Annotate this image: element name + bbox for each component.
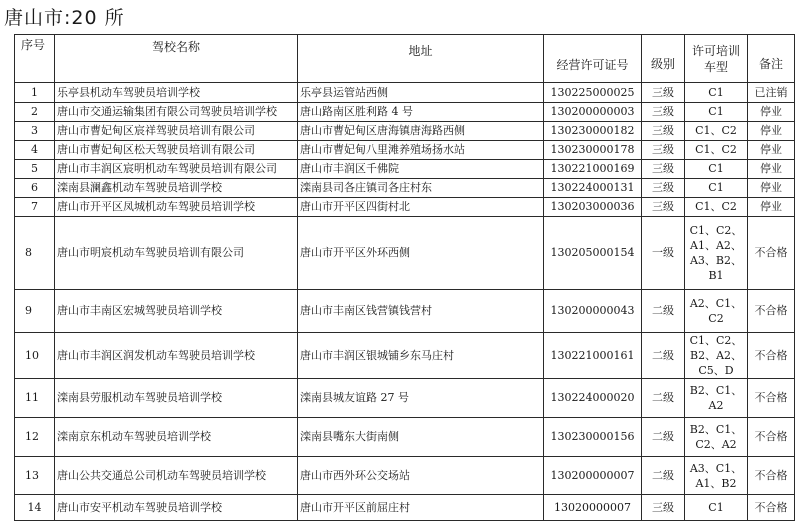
vehicle-type: C1 <box>685 495 748 521</box>
school-name: 唐山市明宸机动车驾驶员培训有限公司 <box>55 217 298 290</box>
school-level: 二级 <box>642 418 685 457</box>
school-name: 滦南县劳服机动车驾驶员培训学校 <box>55 379 298 418</box>
driving-school-table <box>14 34 795 521</box>
school-address: 滦南县城友谊路 27 号 <box>298 379 544 418</box>
status-note: 不合格 <box>748 290 795 333</box>
row-number: 9 <box>15 290 55 333</box>
school-name: 唐山市丰润区润发机动车驾驶员培训学校 <box>55 333 298 379</box>
license-number: 130230000182 <box>544 122 642 141</box>
school-level: 二级 <box>642 379 685 418</box>
row-number: 8 <box>15 217 55 290</box>
status-note: 已注销 <box>748 83 795 103</box>
row-number: 7 <box>15 198 55 217</box>
school-level: 三级 <box>642 495 685 521</box>
school-level: 一级 <box>642 217 685 290</box>
school-address: 唐山市开平区外环西侧 <box>298 217 544 290</box>
table-row <box>15 122 795 141</box>
vehicle-type: C1 <box>685 83 748 103</box>
header-no: 序号 <box>15 35 55 83</box>
table-row <box>15 103 795 122</box>
status-note: 停业 <box>748 160 795 179</box>
school-address: 滦南县嘴东大街南侧 <box>298 418 544 457</box>
table-row <box>15 198 795 217</box>
vehicle-type: A3、C1、A1、B2 <box>685 457 748 495</box>
table-header-row <box>15 35 795 83</box>
school-name: 滦南县澜鑫机动车驾驶员培训学校 <box>55 179 298 198</box>
school-name: 唐山市开平区凤城机动车驾驶员培训学校 <box>55 198 298 217</box>
school-level: 三级 <box>642 122 685 141</box>
row-number: 12 <box>15 418 55 457</box>
table-row <box>15 418 795 457</box>
row-number: 4 <box>15 141 55 160</box>
row-number: 14 <box>15 495 55 521</box>
status-note: 停业 <box>748 198 795 217</box>
school-name: 唐山市曹妃甸区松天驾驶员培训有限公司 <box>55 141 298 160</box>
status-note: 不合格 <box>748 379 795 418</box>
school-address: 唐山市丰润区千佛院 <box>298 160 544 179</box>
vehicle-type: C1、C2 <box>685 141 748 160</box>
license-number: 130230000156 <box>544 418 642 457</box>
license-number: 130224000131 <box>544 179 642 198</box>
school-address: 唐山市西外环公交场站 <box>298 457 544 495</box>
school-name: 唐山市丰南区宏城驾驶员培训学校 <box>55 290 298 333</box>
license-number: 13020000007 <box>544 495 642 521</box>
school-level: 三级 <box>642 83 685 103</box>
status-note: 不合格 <box>748 495 795 521</box>
license-number: 130221000169 <box>544 160 642 179</box>
status-note: 不合格 <box>748 333 795 379</box>
license-number: 130200000003 <box>544 103 642 122</box>
vehicle-type: C1 <box>685 179 748 198</box>
school-name: 唐山市曹妃甸区宸祥驾驶员培训有限公司 <box>55 122 298 141</box>
vehicle-type: B2、C1、A2 <box>685 379 748 418</box>
school-name: 唐山市安平机动车驾驶员培训学校 <box>55 495 298 521</box>
table-row <box>15 333 795 379</box>
school-level: 三级 <box>642 198 685 217</box>
license-number: 130230000178 <box>544 141 642 160</box>
vehicle-type: C1、C2、B2、A2、C5、D <box>685 333 748 379</box>
table-row <box>15 160 795 179</box>
header-address: 地址 <box>298 35 544 83</box>
vehicle-type: C1 <box>685 103 748 122</box>
row-number: 1 <box>15 83 55 103</box>
row-number: 6 <box>15 179 55 198</box>
school-level: 二级 <box>642 333 685 379</box>
header-vehicle-type: 许可培训车型 <box>685 35 748 83</box>
school-address: 唐山市开平区前屈庄村 <box>298 495 544 521</box>
header-level: 级别 <box>642 35 685 83</box>
row-number: 10 <box>15 333 55 379</box>
vehicle-type: B2、C1、C2、A2 <box>685 418 748 457</box>
status-note: 不合格 <box>748 418 795 457</box>
school-level: 二级 <box>642 457 685 495</box>
school-address: 唐山市丰润区银城铺乡东马庄村 <box>298 333 544 379</box>
school-address: 唐山市开平区四街村北 <box>298 198 544 217</box>
vehicle-type: C1、C2、A1、A2、A3、B2、B1 <box>685 217 748 290</box>
row-number: 13 <box>15 457 55 495</box>
license-number: 130200000007 <box>544 457 642 495</box>
school-name: 唐山市交通运输集团有限公司驾驶员培训学校 <box>55 103 298 122</box>
school-address: 滦南县司各庄镇司各庄村东 <box>298 179 544 198</box>
vehicle-type: C1、C2 <box>685 122 748 141</box>
header-license: 经营许可证号 <box>544 35 642 83</box>
school-name: 唐山市丰润区宸明机动车驾驶员培训有限公司 <box>55 160 298 179</box>
table-row <box>15 495 795 521</box>
table-row <box>15 290 795 333</box>
vehicle-type: C1、C2 <box>685 198 748 217</box>
school-address: 唐山市丰南区钱营镇钱营村 <box>298 290 544 333</box>
vehicle-type: A2、C1、C2 <box>685 290 748 333</box>
status-note: 停业 <box>748 179 795 198</box>
license-number: 130224000020 <box>544 379 642 418</box>
school-address: 乐亭县运管站西侧 <box>298 83 544 103</box>
table-row <box>15 141 795 160</box>
header-name: 驾校名称 <box>55 35 298 83</box>
school-address: 唐山市曹妃甸八里滩养殖场扬水站 <box>298 141 544 160</box>
school-level: 三级 <box>642 103 685 122</box>
school-name: 乐亭县机动车驾驶员培训学校 <box>55 83 298 103</box>
table-row <box>15 83 795 103</box>
row-number: 11 <box>15 379 55 418</box>
row-number: 5 <box>15 160 55 179</box>
status-note: 不合格 <box>748 217 795 290</box>
school-level: 三级 <box>642 141 685 160</box>
vehicle-type: C1 <box>685 160 748 179</box>
table-row <box>15 379 795 418</box>
table-row <box>15 457 795 495</box>
table-row <box>15 217 795 290</box>
school-level: 三级 <box>642 179 685 198</box>
license-number: 130203000036 <box>544 198 642 217</box>
license-number: 130205000154 <box>544 217 642 290</box>
school-name: 滦南京东机动车驾驶员培训学校 <box>55 418 298 457</box>
row-number: 2 <box>15 103 55 122</box>
page-title: 唐山市:20 所 <box>4 7 125 29</box>
license-number: 130200000043 <box>544 290 642 333</box>
school-name: 唐山公共交通总公司机动车驾驶员培训学校 <box>55 457 298 495</box>
school-level: 二级 <box>642 290 685 333</box>
status-note: 停业 <box>748 141 795 160</box>
status-note: 停业 <box>748 122 795 141</box>
school-address: 唐山市曹妃甸区唐海镇唐海路西侧 <box>298 122 544 141</box>
license-number: 130225000025 <box>544 83 642 103</box>
header-note: 备注 <box>748 35 795 83</box>
table-row <box>15 179 795 198</box>
status-note: 停业 <box>748 103 795 122</box>
row-number: 3 <box>15 122 55 141</box>
school-level: 三级 <box>642 160 685 179</box>
license-number: 130221000161 <box>544 333 642 379</box>
status-note: 不合格 <box>748 457 795 495</box>
school-address: 唐山路南区胜利路 4 号 <box>298 103 544 122</box>
